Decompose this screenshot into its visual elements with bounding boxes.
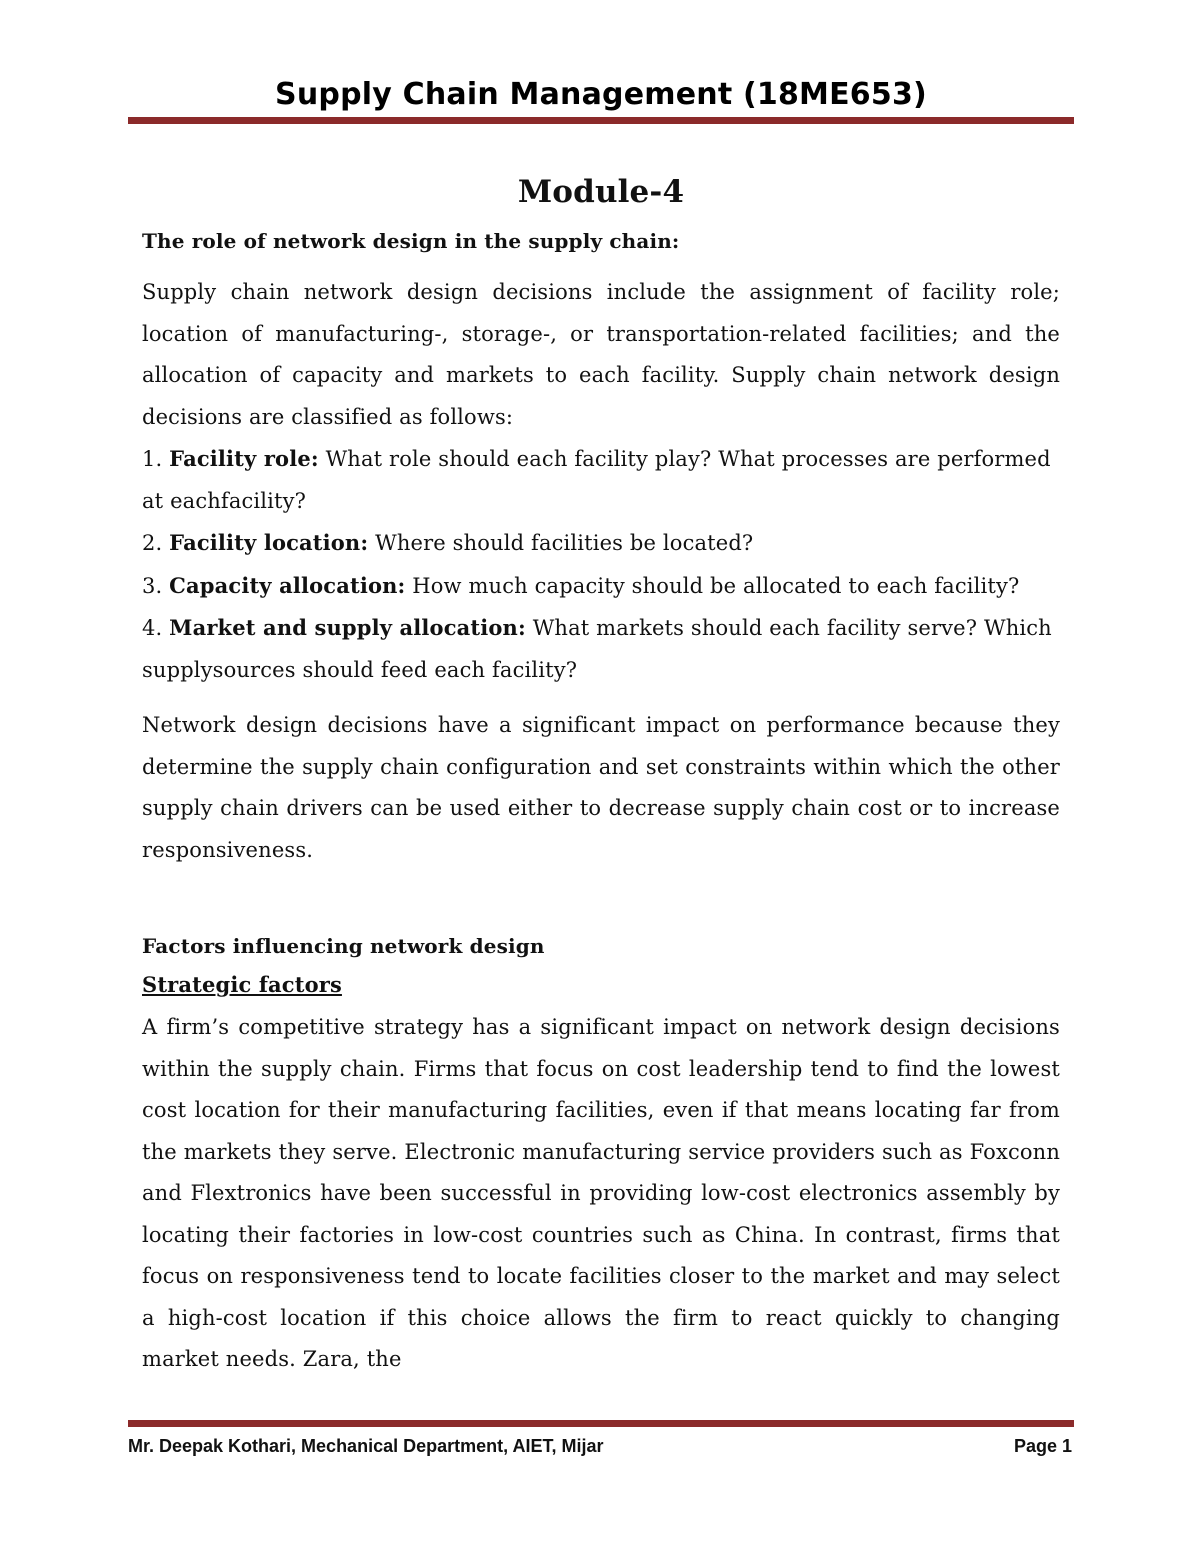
list-text: How much capacity should be allocated to each facility? [412,573,1020,598]
list-number: 2. [142,531,163,555]
list-text: What role should each facility play? What processes are performed at eachfacility? [142,447,1051,513]
header-title: Supply Chain Management (18ME653) [275,77,927,112]
closing-paragraph: Network design decisions have a significant impact on performance because they determine the supply chain configuration and set constraints within which the other supply chain drivers can be used either to decrease supply chain cost or to increase responsiveness. [142,713,1060,862]
list-text: Where should facilities be located? [375,531,754,555]
list-term: Facility role: [169,446,319,471]
list-term: Capacity allocation: [169,572,406,598]
list-item-capacity-allocation [142,565,1060,608]
section-spacer [142,871,1060,929]
list-item-market-supply-allocation [142,607,1060,691]
list-item-facility-role [142,438,1060,522]
section-heading-network-design-role: The role of network design in the supply chain: [142,229,680,253]
list-number: 3. [142,573,163,598]
footer-author: Mr. Deepak Kothari, Mechanical Department, AIET, Mijar [128,1436,604,1456]
list-term: Market and supply allocation: [169,615,526,640]
list-text: What markets should each facility serve? Which supplysources should feed each facility? [142,616,1052,682]
header-rule [128,117,1074,124]
footer-rule [128,1420,1074,1427]
list-number: 1. [142,447,163,471]
subheading-strategic-factors: Strategic factors [142,972,342,997]
list-term: Facility location: [169,530,369,555]
document-body [142,170,1060,1381]
module-title: Module-4 [517,174,685,210]
intro-paragraph: Supply chain network design decisions include the assignment of facility role; location of manufacturing-, storage-, or transportation-related facilities; and the allocation of capacity and markets to each facility. Supply chain network design decisions are classified as follows: [142,280,1060,429]
strategic-factors-paragraph: A firm’s competitive strategy has a significant impact on network design decisions within the supply chain. Firms that focus on cost leadership tend to find the lowest cost location for their manufacturing facilities, even if that means locating far from the markets they serve. Electronic manufacturing service providers such as Foxconn and Flextronics have been successful in providing low-cost electronics assembly by locating their factories in low-cost countries such as China. In contrast, firms that focus on responsiveness tend to locate facilities closer to the market and may select a high-cost location if this choice allows the firm to react quickly to changing market needs. Zara, the [142,1015,1060,1371]
list-number: 4. [142,616,163,640]
footer-page-number: Page 1 [1013,1436,1072,1456]
section-heading-factors: Factors influencing network design [142,934,545,958]
list-item-facility-location [142,522,1060,565]
